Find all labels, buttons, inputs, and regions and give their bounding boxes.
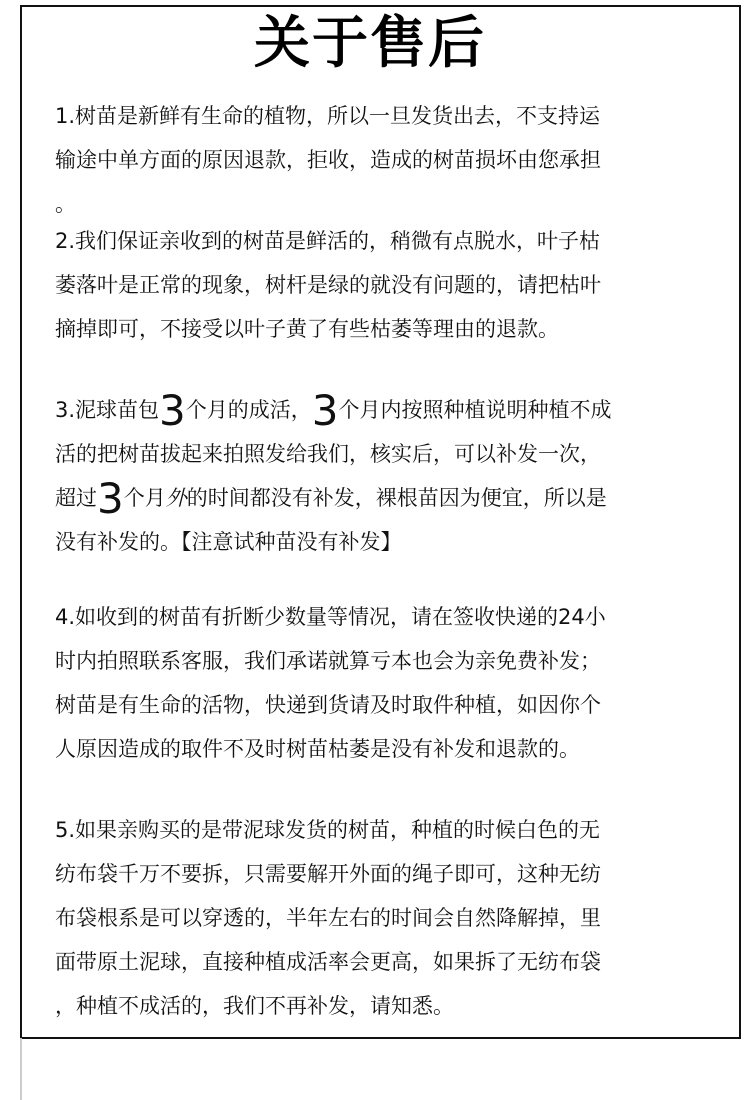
page-title: 关于售后 [254, 11, 486, 76]
section-3-line-1 [55, 386, 725, 435]
section-4-line-4: 人原因造成的取件不及时树苗枯萎是没有补发和退款的。 [55, 737, 580, 761]
section-2-line-1: 2.我们保证亲收到的树苗是鲜活的，稍微有点脱水，叶子枯 [55, 229, 601, 253]
section-5-line-5: ，种植不成活的，我们不再补发，请知悉。 [55, 994, 454, 1018]
section-1-line-2: 输途中单方面的原因退款，拒收，造成的树苗损坏由您承担 [55, 148, 601, 172]
section-5-line-1: 5.如果亲购买的是带泥球发货的树苗，种植的时候白色的无 [55, 818, 601, 842]
emphasized-word: 外 [165, 486, 187, 510]
section-5-line-2: 纺布袋千万不要拆，只需要解开外面的绳子即可，这种无纺 [55, 862, 601, 886]
left-divider-line [20, 1038, 22, 1100]
section-3-text: 超过 [55, 486, 97, 510]
section-3-text: 个月的成活， [185, 398, 312, 422]
section-3-text: 个月内按照种植说明种植不成 [338, 398, 612, 422]
large-numeral-3: 3 [97, 474, 124, 523]
section-1-line-1: 1.树苗是新鲜有生命的植物，所以一旦发货出去，不支持运 [55, 104, 601, 128]
policy-section-5 [55, 808, 725, 1028]
section-5-line-3: 布袋根系是可以穿透的，半年左右的时间会自然降解掉，里 [55, 906, 601, 930]
section-3-line-3 [55, 474, 725, 523]
large-numeral-3: 3 [159, 386, 186, 435]
section-2-line-3: 摘掉即可，不接受以叶子黄了有些枯萎等理由的退款。 [55, 317, 559, 341]
section-4-line-2: 时内拍照联系客服，我们承诺就算亏本也会为亲免费补发； [55, 649, 601, 673]
section-1-line-3: 。 [55, 192, 76, 216]
policy-section-4 [55, 595, 725, 771]
large-numeral-3: 3 [311, 386, 339, 435]
section-3-line-4: 没有补发的。【注意试种苗没有补发】 [55, 530, 402, 554]
section-5-line-4: 面带原土泥球，直接种植成活率会更高，如果拆了无纺布袋 [55, 950, 601, 974]
section-4-line-1: 4.如收到的树苗有折断少数量等情况，请在签收快递的24小 [55, 605, 606, 629]
section-3-text: 个月 [123, 486, 166, 510]
section-3-line-2: 活的把树苗拔起来拍照发给我们，核实后，可以补发一次， [55, 442, 601, 466]
policy-section-2 [55, 219, 725, 351]
section-4-line-3: 树苗是有生命的活物，快递到货请及时取件种植，如因你个 [55, 693, 601, 717]
section-2-line-2: 萎落叶是正常的现象，树杆是绿的就没有问题的，请把枯叶 [55, 273, 601, 297]
section-3-text: 的时间都没有补发，裸根苗因为便宜，所以是 [186, 486, 607, 510]
policy-section-1 [55, 94, 725, 226]
policy-section-3 [55, 388, 725, 564]
section-3-text: 3.泥球苗包 [55, 398, 160, 422]
